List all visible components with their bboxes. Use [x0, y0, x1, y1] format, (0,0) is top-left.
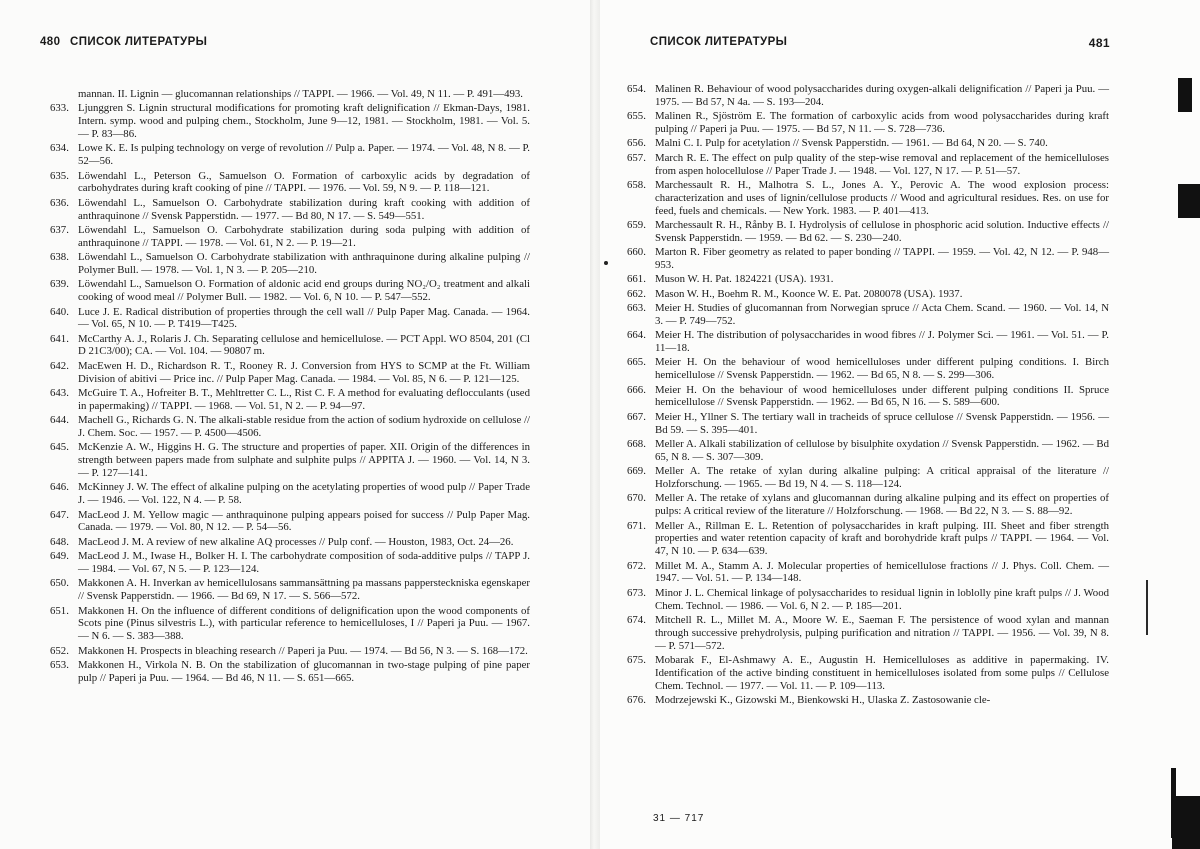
reference-entry — [50, 387, 530, 413]
reference-number: 657. — [627, 151, 646, 164]
reference-text: Mitchell R. L., Millet M. A., Moore W. E., Saeman F. The persistence of wood xylan and mannan through successive prehydrolysis, pulping purification and nitration // TAPPI. — 1956. — Vol. 39, N 8. — P. 571—572. — [655, 613, 1109, 652]
reference-text: Lowe K. E. Is pulping technology on verge of revolution // Pulp a. Paper. — 1974. — Vol. 48, N 8. — P. 52—56. — [78, 142, 530, 168]
reference-number: 647. — [50, 508, 69, 521]
reference-entry — [50, 142, 530, 168]
reference-entry — [627, 329, 1109, 355]
reference-entry — [627, 520, 1109, 558]
reference-number: 674. — [627, 613, 646, 626]
reference-number: 648. — [50, 535, 69, 548]
left-page-number: 480 — [40, 36, 61, 48]
reference-text: Malinen R., Sjöström E. The formation of carboxylic acids from wood polysaccharides during kraft pulping // Paperi ja Puu. — 1975. — Bd 57, N 11. — S. 728—736. — [655, 110, 1109, 135]
reference-text: MacLeod J. M., Iwase H., Bolker H. I. The carbohydrate composition of soda-additive pulps // TAPP J. — 1984. — Vol. 67, N 5. — P. 123—124. — [78, 550, 530, 575]
reference-entry — [627, 614, 1109, 652]
reference-text: Muson W. H. Pat. 1824221 (USA). 1931. — [655, 273, 834, 286]
reference-number: 636. — [50, 196, 69, 209]
reference-text: Ljunggren S. Lignin structural modifications for promoting kraft delignification // Ekman-Days, 1981. Intern. symp. wood and pulping chem., Stockholm, June 9—12, 1981. — Stockholm, 1981. — Vol. 5. — P. 83—86. — [78, 102, 530, 140]
left-running-head — [40, 36, 207, 48]
reference-number: 637. — [50, 223, 69, 236]
reference-number: 662. — [627, 287, 646, 300]
reference-text: Makkonen A. H. Inverkan av hemicellulosans sammansättning pa massans pappersteckniska egenskaper // Svensk Papperstidn. — 1966. — Bd 69, N 17. — S. 566—572. — [78, 577, 530, 603]
reference-entry — [50, 536, 530, 549]
reference-number: 635. — [50, 169, 69, 182]
reference-number: 646. — [50, 481, 69, 494]
reference-entry — [627, 465, 1109, 491]
reference-text: Mason W. H., Boehm R. M., Koonce W. E. Pat. 2080078 (USA). 1937. — [655, 287, 963, 300]
reference-number: 645. — [50, 441, 69, 454]
reference-text: Meller A. Alkali stabilization of cellulose by bisulphite oxydation // Svensk Papperstidn. — 1962. — Bd 65, N 8. — S. 307—309. — [655, 438, 1109, 463]
right-running-head-title: СПИСОК ЛИТЕРАТУРЫ — [650, 36, 788, 48]
reference-text: Löwendahl L., Samuelson O. Carbohydrate stabilization with anthraquinone during alkaline pulping // Polymer Bull. — 1978. — Vol. 1, N 3. — P. 205—210. — [78, 251, 530, 276]
reference-text: Mobarak F., El-Ashmawy A. E., Augustin H. Hemicelluloses as additive in papermaking. IV. Identification of the active binding constituent in hemicelluloses isolated from some pulps // Cellulose Chem. Technol. — 1977. — Vol. 11. — P. 109—113. — [655, 653, 1109, 692]
reference-entry — [627, 302, 1109, 328]
reference-entry — [627, 694, 1109, 707]
reference-number: 675. — [627, 653, 646, 666]
scan-edge-mark — [1178, 184, 1200, 218]
reference-number: 658. — [627, 178, 646, 191]
reference-text: Löwendahl L., Samuelson O. Formation of aldonic acid end groups during NO₂/O₂ treatment and alkali cooking of wood meal // Polymer Bull. — 1982. — Vol. 6, N 10. — P. 547—552. — [78, 278, 530, 304]
book-gutter — [590, 0, 600, 849]
reference-entry — [50, 659, 530, 685]
reference-number: 668. — [627, 438, 646, 451]
reference-text: Luce J. E. Radical distribution of properties through the cell wall // Pulp Paper Mag. Canada. — 1964. — Vol. 65, N 10. — P. T419—T425. — [78, 305, 530, 331]
reference-entry — [627, 246, 1109, 272]
reference-text: Marchessault R. H., Rånby B. I. Hydrolysis of cellulose in phosphoric acid solution. Inductive effects // Svensk Papperstidn. — 1959. — Bd 62. — S. 230—240. — [655, 218, 1109, 244]
reference-entry — [627, 438, 1109, 464]
scan-edge-mark — [1172, 796, 1200, 849]
reference-text: Löwendahl L., Samuelson O. Carbohydrate stabilization during kraft cooking with addition of anthraquinone // Svensk Papperstidn. — 1977. — Bd 80, N 17. — S. 549—551. — [78, 196, 530, 222]
reference-number: 652. — [50, 644, 69, 657]
reference-entry — [627, 411, 1109, 437]
margin-vertical-rule — [1146, 580, 1148, 635]
reference-entry — [50, 360, 530, 386]
reference-text: Meier H., Yllner S. The tertiary wall in tracheids of spruce cellulose // Svensk Papperstidn. — 1956. — Bd 59. — S. 395—401. — [655, 410, 1109, 436]
reference-number: 653. — [50, 658, 69, 671]
reference-entry — [627, 110, 1109, 136]
reference-entry — [50, 224, 530, 250]
reference-text: Makkonen H. On the influence of different conditions of delignification upon the wood components of Scots pine (Pinus silvestris L.), with particular reference to hemicelluloses, I // Paperi ja Puu. — 1967. — N 6. — S. 383—388. — [78, 604, 530, 643]
reference-number: 665. — [627, 356, 646, 369]
reference-text: Löwendahl L., Peterson G., Samuelson O. Formation of carboxylic acids by degradation of carbohydrates during kraft cooking of pine // TAPPI. — 1976. — Vol. 59, N 9. — P. 118—121. — [78, 169, 530, 195]
reference-text: MacLeod J. M. A review of new alkaline AQ processes // Pulp conf. — Houston, 1983, Oct. 24—26. — [78, 535, 514, 548]
reference-entry — [50, 306, 530, 332]
reference-number: 633. — [50, 102, 69, 115]
reference-number: 663. — [627, 302, 646, 315]
reference-number: 661. — [627, 273, 646, 286]
reference-entry — [50, 550, 530, 576]
reference-entry — [627, 83, 1109, 109]
reference-entry — [627, 273, 1109, 286]
reference-text: Minor J. L. Chemical linkage of polysaccharides to residual lignin in loblolly pine kraft pulps // J. Wood Chem. Technol. — 1986. — Vol. 6, N 2. — P. 185—201. — [655, 586, 1109, 612]
reference-entry — [50, 102, 530, 140]
left-reference-list — [50, 88, 530, 686]
reference-number: 644. — [50, 414, 69, 427]
reference-text: Marton R. Fiber geometry as related to paper bonding // TAPPI. — 1959. — Vol. 42, N 12. — P. 948—953. — [655, 246, 1109, 271]
reference-entry — [50, 197, 530, 223]
right-page — [600, 0, 1200, 849]
reference-entry — [50, 251, 530, 277]
reference-entry — [627, 384, 1109, 410]
right-running-head — [650, 36, 1110, 48]
reference-text: Malni C. I. Pulp for acetylation // Svensk Papperstidn. — 1961. — Bd 64, N 20. — S. 740. — [655, 137, 1048, 150]
reference-entry — [50, 441, 530, 479]
reference-number: 664. — [627, 329, 646, 342]
reference-entry — [627, 587, 1109, 613]
reference-entry — [627, 219, 1109, 245]
reference-number: 676. — [627, 693, 646, 706]
reference-entry — [50, 414, 530, 440]
signature-mark: 31 — 717 — [653, 813, 705, 824]
left-running-head-title: СПИСОК ЛИТЕРАТУРЫ — [70, 36, 208, 48]
reference-number: 650. — [50, 577, 69, 590]
reference-entry — [50, 88, 530, 101]
reference-entry — [627, 152, 1109, 178]
reference-number: 673. — [627, 586, 646, 599]
reference-text: Meier H. On the behaviour of wood hemicelluloses under different pulping conditions II. Spruce hemicellulose // Svensk Papperstidn. — 1962. — Bd 65, N 16. — S. 589—600. — [655, 383, 1109, 409]
reference-number: 638. — [50, 251, 69, 264]
reference-entry — [50, 509, 530, 535]
reference-number: 667. — [627, 410, 646, 423]
reference-number: 666. — [627, 383, 646, 396]
reference-number: 660. — [627, 246, 646, 259]
reference-text: Meier H. On the behaviour of wood hemicelluloses under different pulping conditions. I. Birch hemicellulose // Svensk Papperstidn. — 1962. — Bd 65, N 8. — S. 299—306. — [655, 356, 1109, 382]
reference-number: 640. — [50, 305, 69, 318]
reference-text: Meller A. The retake of xylan during alkaline pulping: A critical appraisal of the literature // Holzforschung. — 1965. — Bd 19, N 4. — S. 118—124. — [655, 465, 1109, 491]
reference-number: 659. — [627, 218, 646, 231]
reference-number: 654. — [627, 83, 646, 95]
reference-number: 642. — [50, 359, 69, 372]
reference-text: MacEwen H. D., Richardson R. T., Rooney R. J. Conversion from HYS to SCMP at the Ft. William Division of abitivi — Price inc. // Pulp Paper Mag. Canada. — 1984. — Vol. 85, N 6. — P. 121—125. — [78, 359, 530, 385]
reference-number: 672. — [627, 559, 646, 572]
reference-number: 671. — [627, 519, 646, 532]
reference-number: 670. — [627, 492, 646, 505]
reference-text: mannan. II. Lignin — glucomannan relationships // TAPPI. — 1966. — Vol. 49, N 11. — P. 491—493. — [78, 88, 523, 100]
reference-text: McKinney J. W. The effect of alkaline pulping on the acetylating properties of wood pulp // Paper Trade J. — 1946. — Vol. 122, N 4. — P. 58. — [78, 481, 530, 507]
reference-text: Meier H. The distribution of polysaccharides in wood fibres // J. Polymer Sci. — 1961. — Vol. 51. — P. 11—18. — [655, 329, 1109, 355]
reference-entry — [50, 278, 530, 304]
right-page-number: 481 — [1088, 36, 1110, 50]
reference-text: Meier H. Studies of glucomannan from Norwegian spruce // Acta Chem. Scand. — 1960. — Vol. 14, N 3. — P. 749—752. — [655, 302, 1109, 327]
reference-entry — [50, 481, 530, 507]
reference-text: Machell G., Richards G. N. The alkali-stable residue from the action of sodium hydroxide on cellulose // J. Chem. Soc. — 1957. — P. 4500—4506. — [78, 414, 530, 440]
scan-edge-mark — [1178, 78, 1192, 112]
reference-text: Makkonen H. Prospects in bleaching research // Paperi ja Puu. — 1974. — Bd 56, N 3. — S. 168—172. — [78, 644, 528, 657]
reference-text: McKenzie A. W., Higgins H. G. The structure and properties of paper. XII. Origin of the differences in strength between papers made from sulphate and sulphite pulps // APPITA J. — 1960. — Vol. 14, N 3. — P. 127—141. — [78, 441, 530, 480]
reference-entry — [627, 492, 1109, 518]
reference-entry — [50, 333, 530, 359]
reference-text: MacLeod J. M. Yellow magic — anthraquinone pulping appears poised for success // Pulp Paper Mag. Canada. — 1979. — Vol. 80, N 12. — P. 54—56. — [78, 508, 530, 534]
reference-entry — [50, 605, 530, 643]
left-page — [0, 0, 590, 849]
reference-text: McCarthy A. J., Rolaris J. Ch. Separating cellulose and hemicellulose. — PCT Appl. WO 8504, 201 (Cl D 21C3/00); CA. — Vol. 104. — 90807 m. — [78, 332, 530, 358]
reference-entry — [627, 356, 1109, 382]
right-reference-list — [627, 83, 1109, 708]
reference-text: Millet M. A., Stamm A. J. Molecular properties of hemicellulose fractions // J. Phys. Coll. Chem. — 1947. — Vol. 51. — P. 134—148. — [655, 559, 1109, 585]
reference-entry — [627, 288, 1109, 301]
reference-entry — [627, 654, 1109, 692]
reference-text: Löwendahl L., Samuelson O. Carbohydrate stabilization during soda pulping with addition of anthraquinone // TAPPI. — 1978. — Vol. 61, N 2. — P. 19—21. — [78, 223, 530, 249]
margin-dot-mark — [604, 261, 608, 265]
reference-text: Modrzejewski K., Gizowski M., Bienkowski H., Ulaska Z. Zastosowanie cle- — [655, 693, 991, 706]
reference-entry — [50, 170, 530, 196]
reference-text: Meller A., Rillman E. L. Retention of polysaccharides in kraft pulping. III. Sheet and fiber strength properties and water retention capacity of kraft and borohydride kraft pulps // TAPPI. — 1964. — Vol. 47, N 10. — P. 634—639. — [655, 519, 1109, 558]
reference-entry — [627, 179, 1109, 217]
reference-number: 651. — [50, 604, 69, 617]
reference-text: Marchessault R. H., Malhotra S. L., Jones A. Y., Perovic A. The wood explosion process: characterization and uses of lignin/cellulose products // Wood and agricultural residues. Res. on use for feed, fuels and chemicals. — New York. 1983. — P. 401—413. — [655, 178, 1109, 217]
reference-text: March R. E. The effect on pulp quality of the step-wise removal and replacement of the hemicelluloses from aspen holocellulose // Paper Trade J. — 1948. — Vol. 127, N 17. — P. 51—57. — [655, 151, 1109, 177]
reference-number: 655. — [627, 110, 646, 123]
reference-text: McGuire T. A., Hofreiter B. T., Mehltretter C. L., Rist C. F. A method for evaluating deflocculants (used in papermaking) // TAPPI. — 1968. — Vol. 51, N 2. — P. 94—97. — [78, 387, 530, 412]
reference-number: 649. — [50, 550, 69, 563]
reference-number: 669. — [627, 465, 646, 478]
reference-entry — [50, 577, 530, 603]
reference-entry — [627, 137, 1109, 150]
reference-number: 639. — [50, 278, 69, 291]
reference-number: 643. — [50, 387, 69, 400]
reference-text: Makkonen H., Virkola N. B. On the stabilization of glucomannan in two-stage pulping of pine paper pulp // Paperi ja Puu. — 1964. — Bd 46, N 11. — S. 651—665. — [78, 658, 530, 684]
reference-text: Malinen R. Behaviour of wood polysaccharides during oxygen-alkali delignification // Paperi ja Puu. — 1975. — Bd 57, N 4a. — S. 193—204. — [655, 83, 1109, 108]
reference-entry — [50, 645, 530, 658]
reference-entry — [627, 560, 1109, 586]
reference-text: Meller A. The retake of xylans and glucomannan during alkaline pulping and its effect on properties of pulps: A critical review of the literature // Holzforschung. — 1968. — Bd 22, N 3. — S. 88—92. — [655, 492, 1109, 518]
reference-number: 656. — [627, 137, 646, 150]
reference-number: 641. — [50, 332, 69, 345]
reference-number: 634. — [50, 142, 69, 155]
